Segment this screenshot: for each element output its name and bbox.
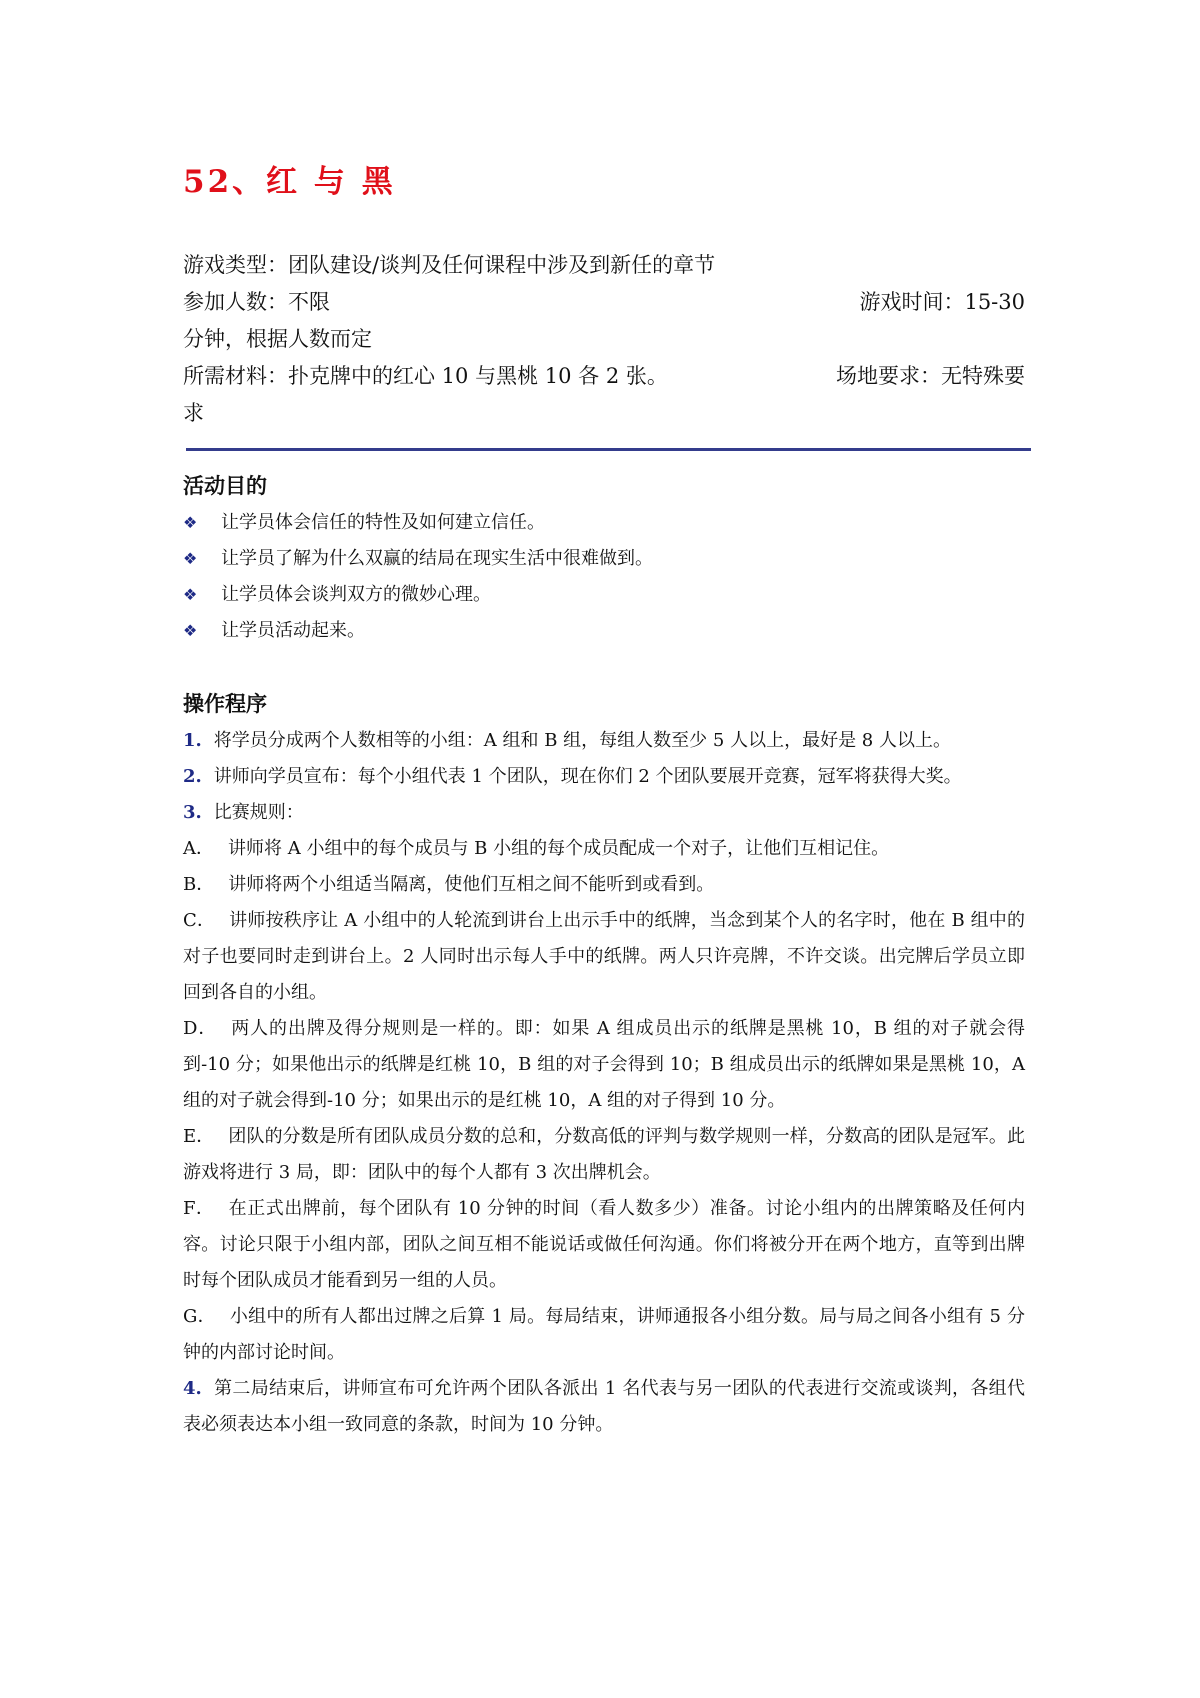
meta-line-type xyxy=(183,247,1025,284)
participants: 参加人数：不限 xyxy=(183,290,330,314)
meta-line-venue-cont xyxy=(183,395,1025,432)
procedure-step: F． 在正式出牌前，每个团队有 10 分钟的时间（看人数多少）准备。讨论小组内的出牌策略及任何内容。讨论只限于小组内部，团队之间互相不能说话或做任何沟通。你们将被分开在两个地方，直等到出牌时每个团队成员才能看到另一组的人员。 xyxy=(183,1198,1025,1291)
venue-continued: 求 xyxy=(183,401,204,425)
diamond-bullet-icon: ❖ xyxy=(183,621,198,640)
step-number: 4. xyxy=(183,1378,202,1399)
procedure-heading: 操作程序 xyxy=(183,692,267,716)
step-letter: E． xyxy=(183,1126,215,1147)
step-letter: B． xyxy=(183,874,215,895)
list-item: ❖ 让学员体会谈判双方的微妙心理。 xyxy=(183,577,1025,613)
list-item: ❖ 让学员了解为什么双赢的结局在现实生活中很难做到。 xyxy=(183,541,1025,577)
step-letter: G． xyxy=(183,1306,216,1327)
procedure-step: E． 团队的分数是所有团队成员分数的总和，分数高低的评判与数学规则一样，分数高的团队是冠军。此游戏将进行 3 局，即：团队中的每个人都有 3 次出牌机会。 xyxy=(183,1126,1025,1183)
step-number: 3. xyxy=(183,802,202,823)
procedure-step: 3. 比赛规则： xyxy=(183,802,304,823)
objectives-heading: 活动目的 xyxy=(183,474,267,498)
procedure-step: D． 两人的出牌及得分规则是一样的。即：如果 A 组成员出示的纸牌是黑桃 10，B 组的对子就会得到-10 分；如果他出示的纸牌是红桃 10，B 组的对子会得到 10；B 组成员出示的纸牌如果是黑桃 10，A 组的对子就会得到-10 分；如果出示的是红桃 10，A 组的对子得到 10 分。 xyxy=(183,1018,1025,1111)
meta-line-materials xyxy=(183,358,1025,395)
duration-continued: 分钟，根据人数而定 xyxy=(183,327,372,351)
diamond-bullet-icon: ❖ xyxy=(183,549,198,568)
game-type: 游戏类型：团队建设/谈判及任何课程中涉及到新任的章节 xyxy=(183,253,716,277)
step-letter: A． xyxy=(183,838,214,859)
diamond-bullet-icon: ❖ xyxy=(183,513,198,532)
divider-rule xyxy=(186,448,1031,451)
objectives-list xyxy=(183,505,1025,649)
meta-line-participants xyxy=(183,284,1025,321)
game-meta xyxy=(183,247,1025,432)
venue-label: 场地要求：无特殊要 xyxy=(836,364,1025,388)
diamond-bullet-icon: ❖ xyxy=(183,585,198,604)
procedure-step: 2. 讲师向学员宣布：每个小组代表 1 个团队，现在你们 2 个团队要展开竞赛，冠军将获得大奖。 xyxy=(183,766,962,787)
procedure-steps xyxy=(183,723,1025,1443)
step-letter: D． xyxy=(183,1018,218,1039)
duration-label: 游戏时间：15-30 xyxy=(859,290,1025,314)
procedure-step: 1. 将学员分成两个人数相等的小组：A 组和 B 组，每组人数至少 5 人以上，最好是 8 人以上。 xyxy=(183,730,951,751)
step-letter: F． xyxy=(183,1198,215,1219)
list-item: ❖ 让学员体会信任的特性及如何建立信任。 xyxy=(183,505,1025,541)
materials: 所需材料：扑克牌中的红心 10 与黑桃 10 各 2 张。 xyxy=(183,364,668,388)
procedure-step: 4. 第二局结束后，讲师宣布可允许两个团队各派出 1 名代表与另一团队的代表进行交流或谈判，各组代表必须表达本小组一致同意的条款，时间为 10 分钟。 xyxy=(183,1378,1025,1435)
step-number: 1. xyxy=(183,730,202,751)
procedure-step: C． 讲师按秩序让 A 小组中的人轮流到讲台上出示手中的纸牌，当念到某个人的名字时，他在 B 组中的对子也要同时走到讲台上。2 人同时出示每人手中的纸牌。两人只许亮牌，不许交谈。出完牌后学员立即回到各自的小组。 xyxy=(183,910,1025,1003)
page-title: 52、红 与 黑 xyxy=(183,164,396,200)
procedure-step: A． 讲师将 A 小组中的每个成员与 B 小组的每个成员配成一个对子，让他们互相记住。 xyxy=(183,838,890,859)
step-number: 2. xyxy=(183,766,202,787)
procedure-step: G． 小组中的所有人都出过牌之后算 1 局。每局结束，讲师通报各小组分数。局与局之间各小组有 5 分钟的内部讨论时间。 xyxy=(183,1306,1025,1363)
procedure-step: B． 讲师将两个小组适当隔离，使他们互相之间不能听到或看到。 xyxy=(183,874,715,895)
meta-line-duration-cont xyxy=(183,321,1025,358)
list-item: ❖ 让学员活动起来。 xyxy=(183,613,1025,649)
step-letter: C． xyxy=(183,910,216,931)
